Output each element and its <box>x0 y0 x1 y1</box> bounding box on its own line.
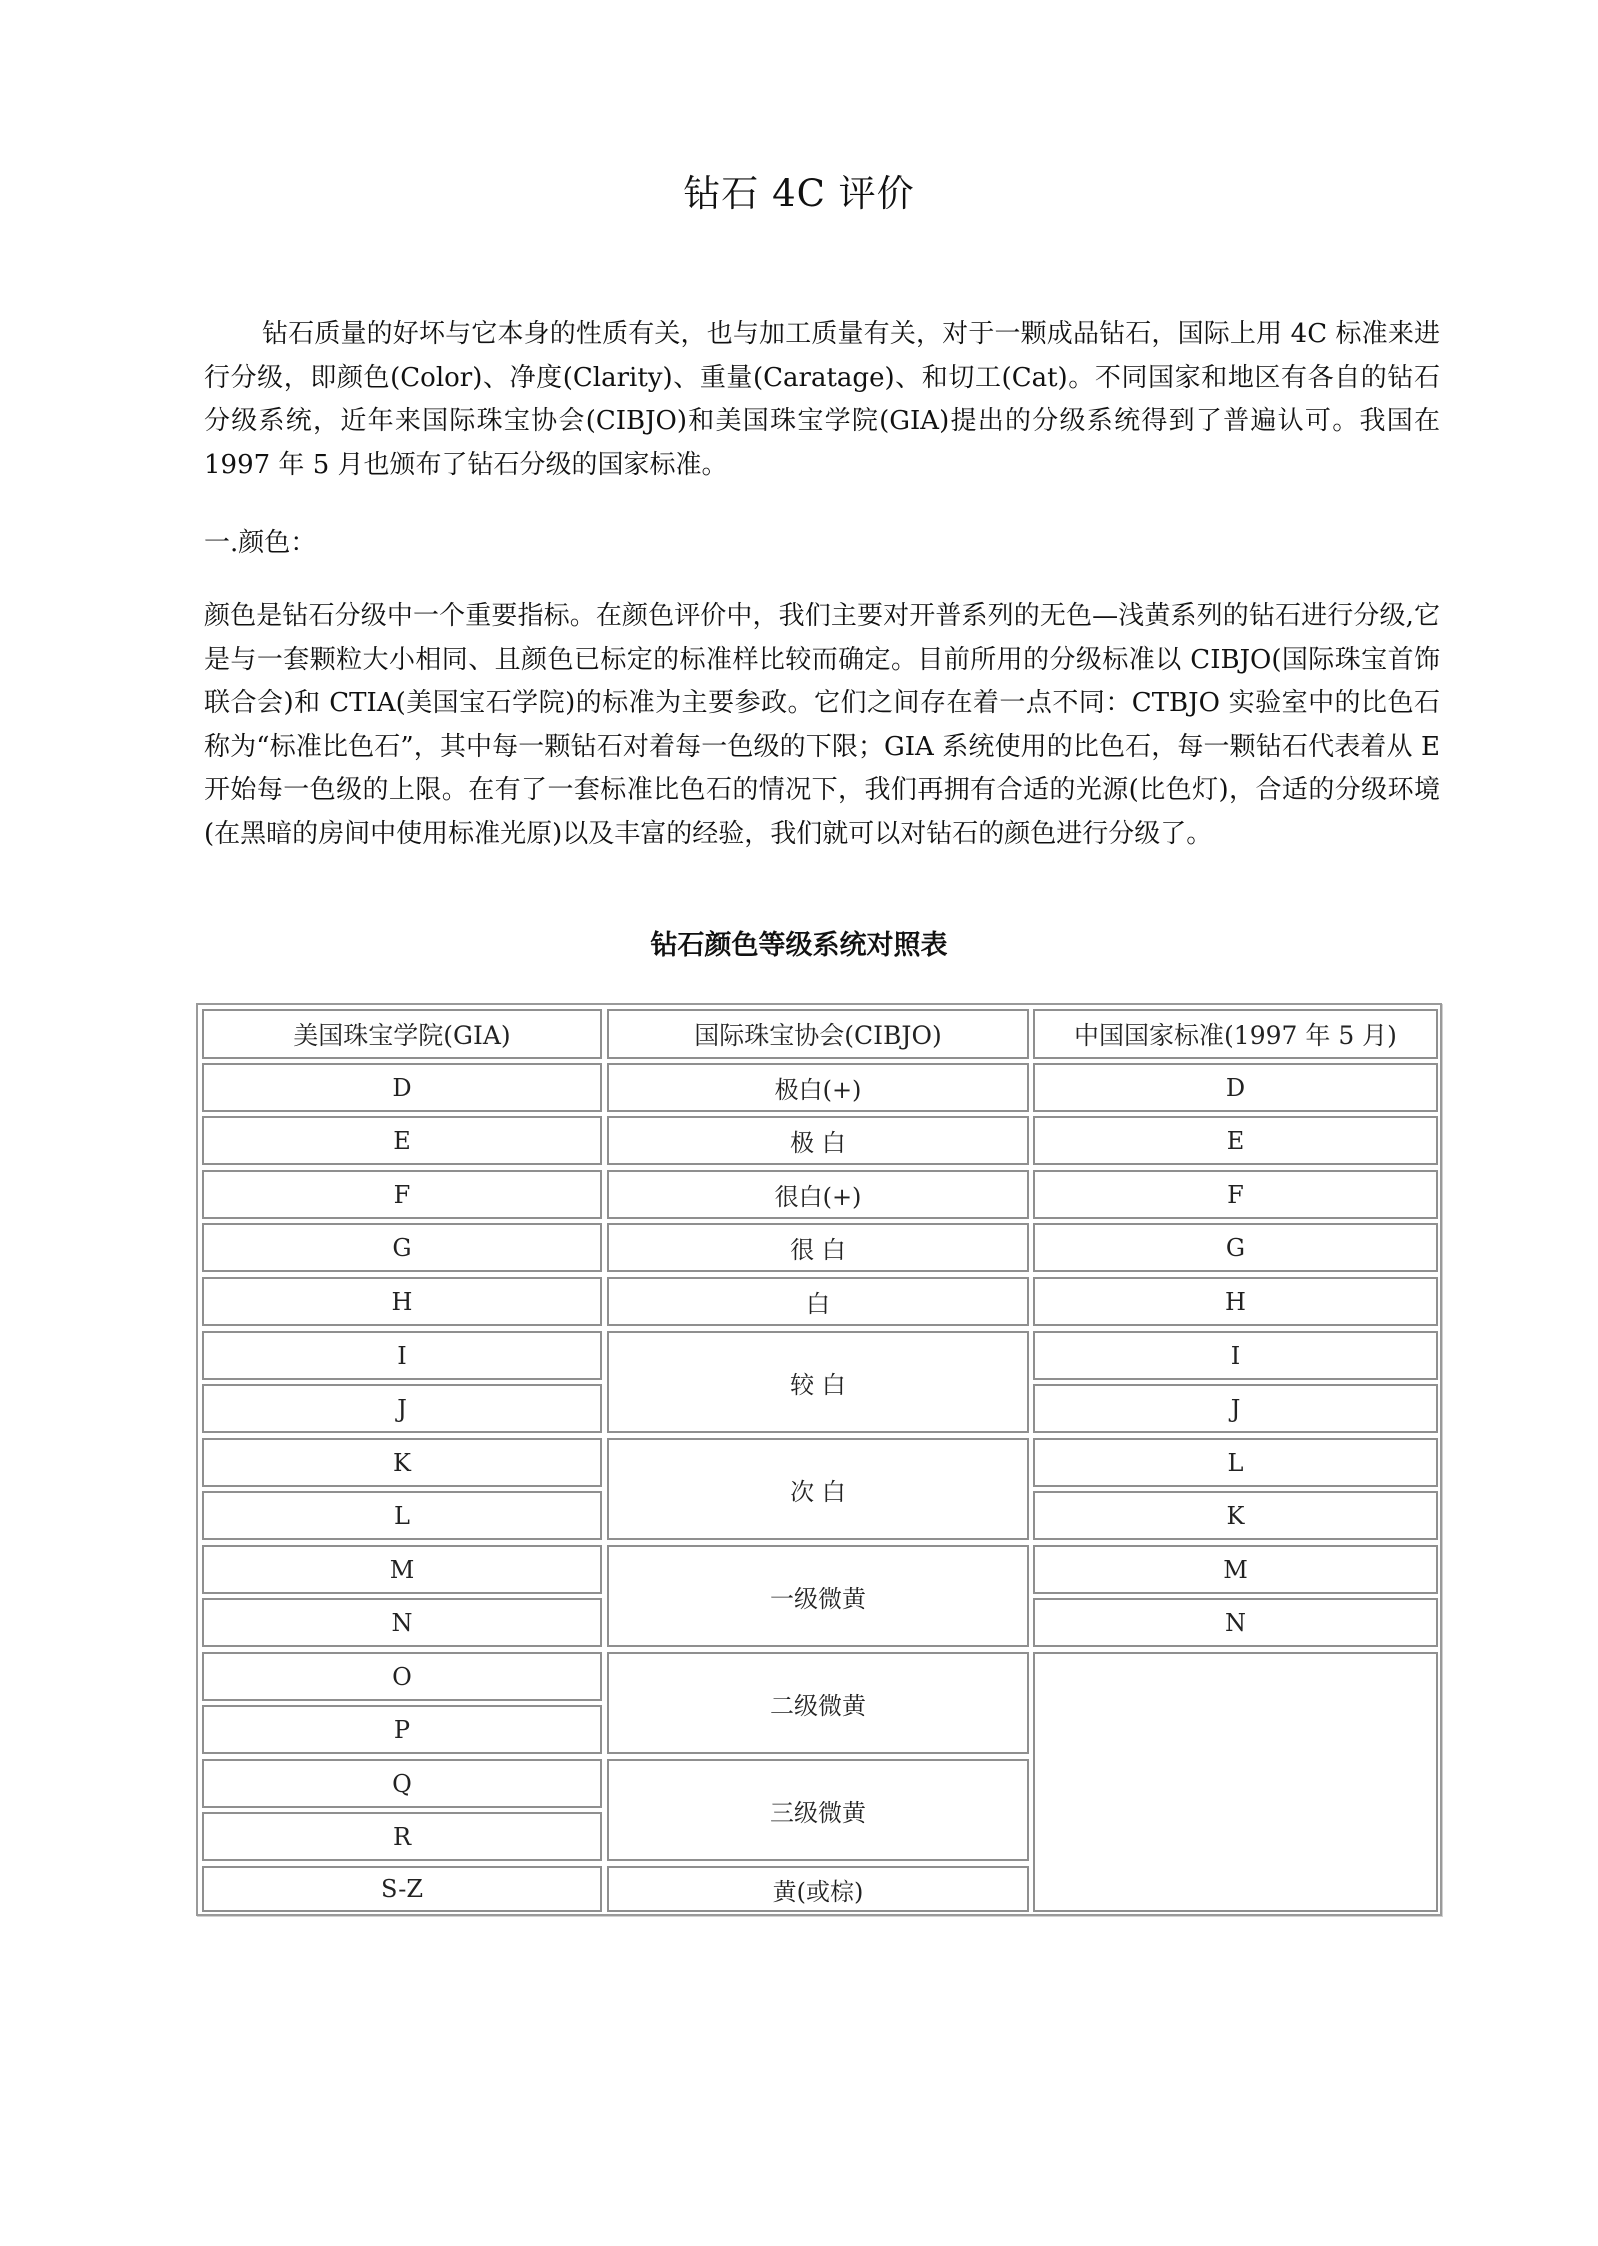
china-grade-cell-empty <box>1033 1652 1438 1912</box>
china-grade-cell: J <box>1033 1384 1438 1433</box>
cibjo-grade-cell: 极 白 <box>607 1116 1029 1165</box>
document-title: 钻石 4C 评价 <box>683 172 915 215</box>
cibjo-grade-cell: 很白(+) <box>607 1170 1029 1219</box>
china-grade-cell: G <box>1033 1223 1438 1272</box>
cibjo-grade-cell: 较 白 <box>607 1331 1029 1433</box>
gia-grade-cell: P <box>202 1705 602 1754</box>
intro-paragraph: 钻石质量的好坏与它本身的性质有关，也与加工质量有关，对于一颗成品钻石，国际上用 4C 标准来进行分级，即颜色(Color)、净度(Clarity)、重量(Caratage)、和切工(Cat)。不同国家和地区有各自的钻石分级系统，近年来国际珠宝协会(CIBJO)和美国珠宝学院(GIA)提出的分级系统得到了普遍认可。我国在 1997 年 5 月也颁布了钻石分级的国家标准。 <box>204 319 1440 480</box>
china-grade-cell: D <box>1033 1063 1438 1112</box>
gia-grade-cell: S-Z <box>202 1866 602 1912</box>
cibjo-grade-cell: 一级微黄 <box>607 1545 1029 1647</box>
table-header-gia: 美国珠宝学院(GIA) <box>202 1009 602 1059</box>
gia-grade-cell: I <box>202 1331 602 1380</box>
cibjo-grade-cell: 二级微黄 <box>607 1652 1029 1754</box>
cibjo-grade-cell: 白 <box>607 1277 1029 1326</box>
gia-grade-cell: K <box>202 1438 602 1487</box>
table-caption: 钻石颜色等级系统对照表 <box>650 930 948 961</box>
gia-grade-cell: O <box>202 1652 602 1701</box>
china-grade-cell: N <box>1033 1598 1438 1647</box>
gia-grade-cell: M <box>202 1545 602 1594</box>
gia-grade-cell: E <box>202 1116 602 1165</box>
china-grade-cell: F <box>1033 1170 1438 1219</box>
section-heading-color: 一.颜色： <box>204 528 317 558</box>
china-grade-cell: H <box>1033 1277 1438 1326</box>
gia-grade-cell: G <box>202 1223 602 1272</box>
cibjo-grade-cell: 三级微黄 <box>607 1759 1029 1861</box>
gia-grade-cell: Q <box>202 1759 602 1808</box>
cibjo-grade-cell: 黄(或棕) <box>607 1866 1029 1912</box>
china-grade-cell: E <box>1033 1116 1438 1165</box>
color-paragraph: 颜色是钻石分级中一个重要指标。在颜色评价中，我们主要对开普系列的无色—浅黄系列的钻石进行分级,它是与一套颗粒大小相同、且颜色已标定的标准样比较而确定。目前所用的分级标准以 CIBJO(国际珠宝首饰联合会)和 CTIA(美国宝石学院)的标准为主要参政。它们之间存在着一点不同：CTBJO 实验室中的比色石称为“标准比色石”，其中每一颗钻石对着每一色级的下限；GIA 系统使用的比色石，每一颗钻石代表着从 E 开始每一色级的上限。在有了一套标准比色石的情况下，我们再拥有合适的光源(比色灯)，合适的分级环境(在黑暗的房间中使用标准光原)以及丰富的经验，我们就可以对钻石的颜色进行分级了。 <box>204 601 1440 849</box>
gia-grade-cell: N <box>202 1598 602 1647</box>
china-grade-cell: I <box>1033 1331 1438 1380</box>
gia-grade-cell: D <box>202 1063 602 1112</box>
gia-grade-cell: F <box>202 1170 602 1219</box>
cibjo-grade-cell: 次 白 <box>607 1438 1029 1540</box>
color-grade-table <box>196 1003 1442 1916</box>
china-grade-cell: M <box>1033 1545 1438 1594</box>
table-header-cibjo: 国际珠宝协会(CIBJO) <box>607 1009 1029 1059</box>
cibjo-grade-cell: 极白(+) <box>607 1063 1029 1112</box>
gia-grade-cell: L <box>202 1491 602 1540</box>
china-grade-cell: K <box>1033 1491 1438 1540</box>
gia-grade-cell: J <box>202 1384 602 1433</box>
gia-grade-cell: H <box>202 1277 602 1326</box>
table-header-china: 中国国家标准(1997 年 5 月) <box>1033 1009 1438 1059</box>
cibjo-grade-cell: 很 白 <box>607 1223 1029 1272</box>
gia-grade-cell: R <box>202 1812 602 1861</box>
china-grade-cell: L <box>1033 1438 1438 1487</box>
